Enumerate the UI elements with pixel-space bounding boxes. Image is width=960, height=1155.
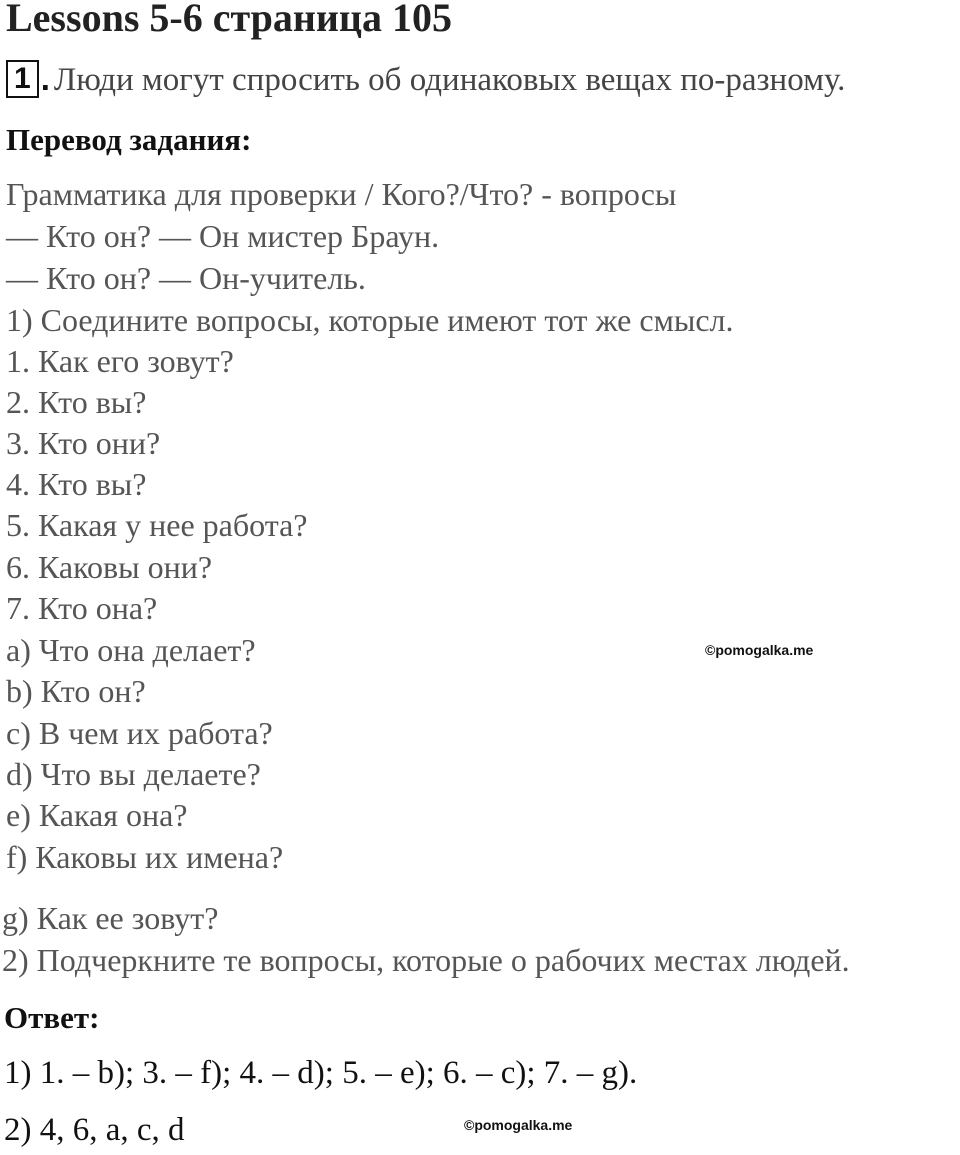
instruction-line: 2) Подчеркните те вопросы, которые о рабочих местах людей. [2,942,850,978]
translation-heading: Перевод задания: [6,122,252,157]
task-statement [6,60,845,99]
dialog-line: — Кто он? — Он мистер Браун. [6,218,440,254]
option-item: c) В чем их работа? [6,715,273,751]
watermark: ©pomogalka.me [705,642,814,658]
option-item: g) Как ее зовут? [2,900,219,936]
grammar-line: Грамматика для проверки / Кого?/Что? - вопросы [6,176,677,212]
option-item: a) Что она делает? [6,632,256,668]
question-item: 6. Каковы они? [6,549,213,585]
question-item: 2. Кто вы? [6,384,147,420]
task-text: Люди могут спросить об одинаковых вещах по-разному. [53,62,846,98]
answer-line: 2) 4, 6, a, c, d [4,1112,185,1148]
page-title: Lessons 5-6 страница 105 [6,0,452,40]
question-item: 5. Какая у нее работа? [6,507,308,543]
option-item: b) Кто он? [6,673,146,709]
watermark: ©pomogalka.me [464,1117,573,1133]
instruction-line: 1) Соедините вопросы, которые имеют тот же смысл. [6,302,734,338]
option-item: d) Что вы делаете? [6,756,261,792]
option-item: e) Какая она? [6,797,188,833]
answer-line: 1) 1. – b); 3. – f); 4. – d); 5. – e); 6. – c); 7. – g). [4,1055,638,1091]
task-number-dot: . [40,60,50,97]
option-item: f) Каковы их имена? [6,839,284,875]
question-item: 1. Как его зовут? [6,343,234,379]
question-item: 3. Кто они? [6,425,161,461]
question-item: 7. Кто она? [6,590,158,626]
dialog-line: — Кто он? — Он-учитель. [6,260,366,296]
question-item: 4. Кто вы? [6,466,147,502]
answer-heading: Ответ: [4,1000,100,1035]
task-number: 1 [6,60,39,98]
